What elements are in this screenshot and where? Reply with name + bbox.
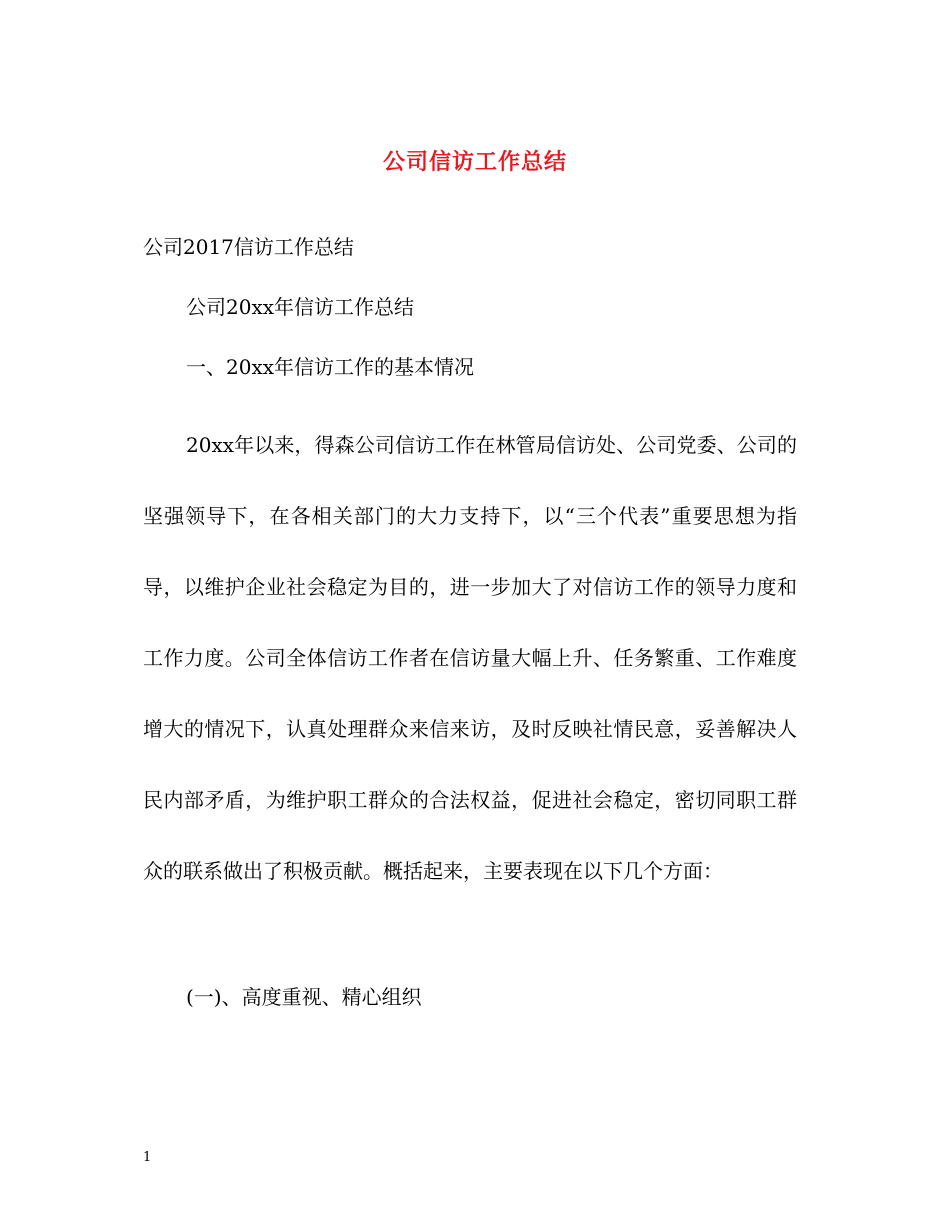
summary-heading: 公司20xx年信访工作总结 xyxy=(186,295,415,319)
document-subtitle: 公司2017信访工作总结 xyxy=(143,235,354,259)
page-number: 1 xyxy=(143,1150,152,1165)
subsection-heading: (一)、高度重视、精心组织 xyxy=(186,985,422,1009)
body-paragraph: 20xx年以来，得森公司信访工作在林管局信访处、公司党委、公司的坚强领导下，在各相关部门的大力支持下，以“三个代表”重要思想为指导，以维护企业社会稳定为目的，进一步加大了对信访工作的领导力度和工作力度。公司全体信访工作者在信访量大幅上升、任务繁重、工作难度增大的情况下，认真处理群众来信来访，及时反映社情民意，妥善解决人民内部矛盾，为维护职工群众的合法权益，促进社会稳定，密切同职工群众的联系做出了积极贡献。概括起来，主要表现在以下几个方面： xyxy=(143,433,797,883)
document-title: 公司信访工作总结 xyxy=(382,149,567,175)
section-heading: 一、20xx年信访工作的基本情况 xyxy=(186,355,475,379)
